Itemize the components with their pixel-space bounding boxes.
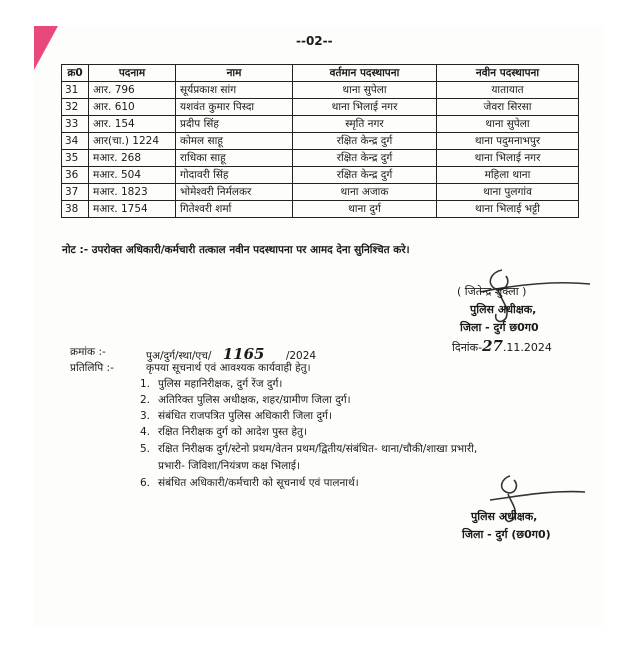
list-item-text: संबंधित अधिकारी/कर्मचारी को सूचनार्थ एवं पालनार्थ। <box>158 477 359 489</box>
kramank-number: 1165 <box>222 345 265 363</box>
pink-corner-mark <box>34 26 58 70</box>
cell-current-posting: स्मृति नगर <box>293 116 437 133</box>
cell-new-posting: यातायात <box>437 82 579 99</box>
cell-designation: मआर. 504 <box>89 167 176 184</box>
cell-serial: 36 <box>62 167 89 184</box>
table-row <box>62 184 579 201</box>
transfer-table <box>61 64 579 218</box>
signature-date <box>452 337 552 355</box>
col-header-name: नाम <box>176 65 293 82</box>
cell-name: कोमल साहू <box>176 133 293 150</box>
cell-designation: आर(चा.) 1224 <box>89 133 176 150</box>
table-row <box>62 99 579 116</box>
list-item <box>140 425 307 439</box>
cell-designation: मआर. 1754 <box>89 201 176 218</box>
col-header-current-posting: वर्तमान पदस्थापना <box>293 65 437 82</box>
cell-name: राधिका साहू <box>176 150 293 167</box>
col-header-serial: क्र0 <box>62 65 89 82</box>
cell-name: गोदावरी सिंह <box>176 167 293 184</box>
list-item <box>140 393 351 407</box>
cell-serial: 34 <box>62 133 89 150</box>
table-row <box>62 150 579 167</box>
cell-name: प्रदीप सिंह <box>176 116 293 133</box>
pratilipi-label: प्रतिलिपि :- <box>70 362 114 374</box>
note-text: नोट :- उपरोक्त अधिकारी/कर्मचारी तत्काल नवीन पदस्थापना पर आमद देना सुनिश्चित करे। <box>62 244 410 256</box>
list-item-number: 1. <box>140 378 151 390</box>
cell-current-posting: थाना दुर्ग <box>293 201 437 218</box>
cell-designation: मआर. 1823 <box>89 184 176 201</box>
list-item-number: 2. <box>140 394 151 406</box>
cell-current-posting: थाना भिलाई नगर <box>293 99 437 116</box>
table-header-row <box>62 65 579 82</box>
list-item <box>140 476 359 490</box>
cell-serial: 32 <box>62 99 89 116</box>
cell-serial: 31 <box>62 82 89 99</box>
cell-serial: 37 <box>62 184 89 201</box>
list-item <box>140 442 477 456</box>
signatory-designation: पुलिस अधीक्षक, <box>470 303 537 316</box>
cell-name: गितेश्वरी शर्मा <box>176 201 293 218</box>
list-item-text: रक्षित निरीक्षक दुर्ग को आदेश पुस्त हेतु। <box>158 426 307 438</box>
cell-new-posting: थाना सुपेला <box>437 116 579 133</box>
pratilipi-text: कृपया सूचनार्थ एवं आवश्यक कार्यवाही हेतु। <box>146 362 311 374</box>
list-item-number: 4. <box>140 426 151 438</box>
col-header-designation: पदनाम <box>89 65 176 82</box>
table-row <box>62 116 579 133</box>
table-row <box>62 82 579 99</box>
list-item <box>140 377 282 391</box>
date-label: दिनांक- <box>452 341 483 354</box>
cell-new-posting: थाना भिलाई भट्टी <box>437 201 579 218</box>
date-rest: .11.2024 <box>502 341 552 354</box>
signatory2-district: जिला - दुर्ग (छ0ग0) <box>462 528 551 541</box>
kramank-year: /2024 <box>285 350 317 362</box>
cell-designation: आर. 154 <box>89 116 176 133</box>
signatory-name: ( जितेन्द्र शुक्ला ) <box>457 285 527 298</box>
cell-current-posting: रक्षित केन्द्र दुर्ग <box>293 150 437 167</box>
list-item-number: 5. <box>140 443 151 455</box>
list-item <box>140 459 300 473</box>
list-item-text: प्रभारी- जिविशा/नियंत्रण कक्ष भिलाई। <box>158 460 301 472</box>
kramank-label: क्रमांक :- <box>70 346 106 358</box>
kramank-value: पुअ/दुर्ग/स्था/एच/ <box>146 350 212 362</box>
cell-new-posting: थाना पुलगांव <box>437 184 579 201</box>
cell-name: सूर्यप्रकाश सांग <box>176 82 293 99</box>
cell-serial: 35 <box>62 150 89 167</box>
cell-designation: आर. 796 <box>89 82 176 99</box>
date-handwritten: 27 <box>482 337 503 355</box>
cell-new-posting: थाना पदुमनाभपुर <box>437 133 579 150</box>
cell-name: यशवंत कुमार पिस्दा <box>176 99 293 116</box>
cell-new-posting: महिला थाना <box>437 167 579 184</box>
signatory2-designation: पुलिस अधीक्षक, <box>471 510 538 523</box>
list-item-text: संबंधित राजपत्रित पुलिस अधिकारी जिला दुर्ग। <box>158 410 332 422</box>
cell-designation: मआर. 268 <box>89 150 176 167</box>
cell-designation: आर. 610 <box>89 99 176 116</box>
list-item-text: पुलिस महानिरीक्षक, दुर्ग रेंज दुर्ग। <box>158 378 283 390</box>
list-item-number: 6. <box>140 477 151 489</box>
list-item-text: रक्षित निरीक्षक दुर्ग/स्टेनो प्रथम/वेतन प्रथम/द्वितीय/संबंधित- थाना/चौकी/शाखा प्रभारी, <box>158 443 478 455</box>
cell-serial: 33 <box>62 116 89 133</box>
cell-new-posting: जेवरा सिरसा <box>437 99 579 116</box>
table-row <box>62 133 579 150</box>
table-row <box>62 167 579 184</box>
list-item <box>140 409 332 423</box>
cell-current-posting: थाना सुपेला <box>293 82 437 99</box>
cell-current-posting: थाना अजाक <box>293 184 437 201</box>
table-row <box>62 201 579 218</box>
signatory-district: जिला - दुर्ग छ0ग0 <box>460 321 539 334</box>
cell-new-posting: थाना भिलाई नगर <box>437 150 579 167</box>
list-item-number: 3. <box>140 410 151 422</box>
list-item-text: अतिरिक्त पुलिस अधीक्षक, शहर/ग्रामीण जिला दुर्ग। <box>158 394 351 406</box>
cell-serial: 38 <box>62 201 89 218</box>
col-header-new-posting: नवीन पदस्थापना <box>437 65 579 82</box>
cell-name: भोमेश्वरी निर्मलकर <box>176 184 293 201</box>
cell-current-posting: रक्षित केन्द्र दुर्ग <box>293 167 437 184</box>
page-number: --02-- <box>296 34 333 48</box>
cell-current-posting: रक्षित केन्द्र दुर्ग <box>293 133 437 150</box>
